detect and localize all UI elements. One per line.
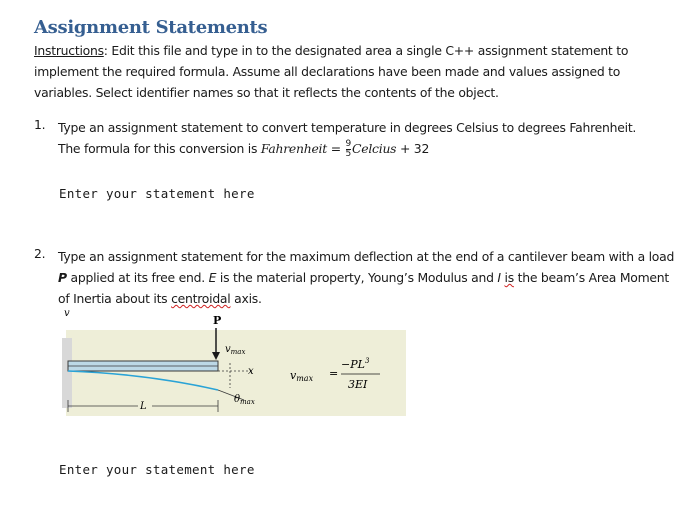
question-2-number: 2. — [34, 246, 46, 261]
v-axis-label: v — [64, 308, 70, 319]
equation-lhs: vmax — [290, 369, 314, 383]
is-word: is — [504, 270, 514, 285]
q2-text-f: axis. — [230, 291, 262, 306]
question-1-entry-area[interactable]: Enter your statement here — [59, 186, 255, 201]
i-var: I — [497, 270, 501, 285]
fraction-denominator: 5 — [345, 149, 352, 159]
question-2-entry-area[interactable]: Enter your statement here — [59, 462, 255, 477]
cantilever-beam-figure — [58, 308, 408, 418]
formula-tail: + 32 — [396, 141, 430, 156]
equation-denominator: 3EI — [348, 378, 368, 391]
equation-equals: = — [329, 367, 339, 380]
q2-text-c: is the material property, Young’s Modulus and — [216, 270, 498, 285]
formula-lhs: Fahrenheit — [260, 141, 328, 156]
question-1-formula — [58, 138, 678, 159]
length-label: L — [140, 401, 147, 412]
formula-equals: = — [327, 141, 345, 156]
fraction-numerator: 9 — [345, 139, 352, 149]
formula-fraction — [346, 140, 351, 159]
question-2-text — [58, 246, 678, 309]
theta-max-label: $\theta_{max}$ — [234, 394, 255, 406]
instructions-label: Instructions — [34, 43, 104, 58]
formula-rhs: Celcius — [352, 141, 397, 156]
centroidal-word: centroidal — [171, 291, 231, 306]
load-var: P — [58, 270, 67, 285]
q2-text-e: the beam’s Area Moment of Inertia about its — [58, 270, 669, 306]
e-var: E — [208, 270, 217, 285]
instructions-text: : Edit this file and type in to the designated area a single C++ assignment statement to implement the required formula. Assume all declarations have been made and values assigned to variables. Select identifier names so that it reflects the contents of the object. — [34, 43, 629, 100]
q2-text-b: applied at its free end. — [66, 270, 209, 285]
q2-text-a: Type an assignment statement for the maximum deflection at the end of a cantilever beam with a load — [58, 249, 675, 264]
equation-numerator: $-PL^3$ — [341, 357, 370, 371]
x-label: x — [248, 366, 254, 377]
question-1-number: 1. — [34, 117, 46, 132]
document-title: Assignment Statements — [34, 17, 268, 38]
instructions-paragraph — [34, 40, 674, 103]
question-1-text: Type an assignment statement to convert temperature in degrees Celsius to degrees Fahrenheit. — [58, 120, 637, 135]
vmax-figure-label: $v_{max}$ — [225, 344, 246, 356]
load-label: P — [213, 314, 222, 327]
formula-prefix: The formula for this conversion is — [58, 141, 261, 156]
wall-support — [62, 338, 72, 408]
